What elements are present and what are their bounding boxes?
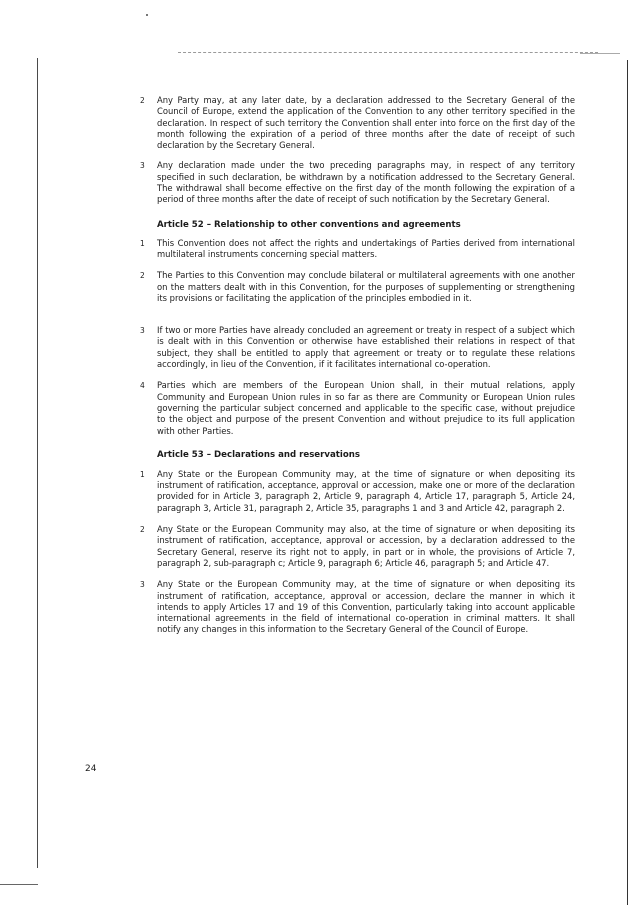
document-body <box>130 95 575 636</box>
article-52-paragraph-1 <box>130 238 575 261</box>
article-52-heading: Article 52 – Relationship to other conventions and agreements <box>157 219 461 230</box>
article-52-paragraph-4 <box>130 380 575 436</box>
paragraph-number: 2 <box>140 271 145 281</box>
scan-artifact-bottom-mark <box>0 884 38 885</box>
paragraph-text: Any State or the European Community may also, at the time of signature or when depositing its instrument of ratification, acceptance, approval or accession, by a declaration addressed to the Secretary General, reserve its right not to apply, in part or in whole, the provisions of Article 7, paragraph 2, sub-paragraph c; Article 9, paragraph 6; Article 46, paragraph 5; and Article 47. <box>157 524 575 568</box>
article-53-heading: Article 53 – Declarations and reservations <box>157 449 360 460</box>
scan-artifact-top-line <box>178 52 598 53</box>
paragraph-text: Parties which are members of the European Union shall, in their mutual relations, apply Community and European Union rules in so far as there are Community or European Union rules governing the particular subject concerned and applicable to the specific case, without prejudice to the object and purpose of the present Convention and without prejudice to its full application with other Parties. <box>157 380 575 436</box>
paragraph-number: 1 <box>140 469 145 479</box>
paragraph-number: 2 <box>140 96 145 105</box>
paragraph-number: 4 <box>140 381 145 391</box>
page-number: 24 <box>85 764 97 774</box>
article-53-paragraph-1 <box>130 469 575 514</box>
paragraph-text: This Convention does not affect the rights and undertakings of Parties derived from international multilateral instruments concerning special matters. <box>157 237 575 259</box>
paragraph-number: 1 <box>140 238 145 248</box>
paragraph-number: 3 <box>140 580 145 590</box>
article-52-paragraph-2 <box>130 270 575 304</box>
article-53-paragraph-2 <box>130 524 575 569</box>
article-51-paragraph-3 <box>130 160 575 205</box>
scan-speck <box>146 14 148 16</box>
paragraph-text: Any State or the European Community may, at the time of signature or when depositing its instrument of ratification, acceptance, approval or accession, declare the manner in which it intends to apply Articles 17 and 19 of this Convention, particularly taking into account applicable international agreements in the field of international co-operation in criminal matters. It shall notify any changes in this information to the Secretary General of the Council of Europe. <box>157 579 575 635</box>
scan-artifact-top-mark <box>580 53 620 54</box>
paragraph-number: 3 <box>140 326 145 336</box>
paragraph-number: 3 <box>140 161 145 171</box>
scan-page-edge-left <box>37 58 38 868</box>
article-53-paragraph-3 <box>130 579 575 635</box>
scan-page-edge-right <box>627 60 628 905</box>
article-52-paragraph-3 <box>130 325 575 370</box>
paragraph-text: Any Party may, at any later date, by a declaration addressed to the Secretary General of the Council of Europe, extend the application of the Convention to any other territory specified in the declaration. In respect of such territory the Convention shall enter into force on the first day of the month following the expiration of a period of three months after the date of receipt of such declaration by the Secretary General. <box>157 95 575 151</box>
paragraph-text: The Parties to this Convention may conclude bilateral or multilateral agreements with one another on the matters dealt with in this Convention, for the purposes of supplementing or strengthening its provisions or facilitating the application of the principles embodied in it. <box>157 270 575 303</box>
paragraph-text: Any declaration made under the two preceding paragraphs may, in respect of any territory specified in such declaration, be withdrawn by a notification addressed to the Secretary General. The withdrawal shall become effective on the first day of the month following the expiration of a period of three months after the date of receipt of such notification by the Secretary General. <box>157 160 575 205</box>
paragraph-text: Any State or the European Community may, at the time of signature or when depositing its instrument of ratification, acceptance, approval or accession, make one or more of the declaration provided for in Article 3, paragraph 2, Article 9, paragraph 4, Article 17, paragraph 5, Article 24, paragraph 3, Article 31, paragraph 2, Article 35, paragraphs 1 and 3 and Article 42, paragraph 2. <box>157 468 575 513</box>
paragraph-number: 2 <box>140 525 145 535</box>
paragraph-text: If two or more Parties have already concluded an agreement or treaty in respect of a subject which is dealt with in this Convention or otherwise have established their relations in respect of that subject, they shall be entitled to apply that agreement or treaty or to regulate these relations accordingly, in lieu of the Convention, if it facilitates international co-operation. <box>157 325 575 370</box>
article-51-paragraph-2 <box>130 95 575 151</box>
